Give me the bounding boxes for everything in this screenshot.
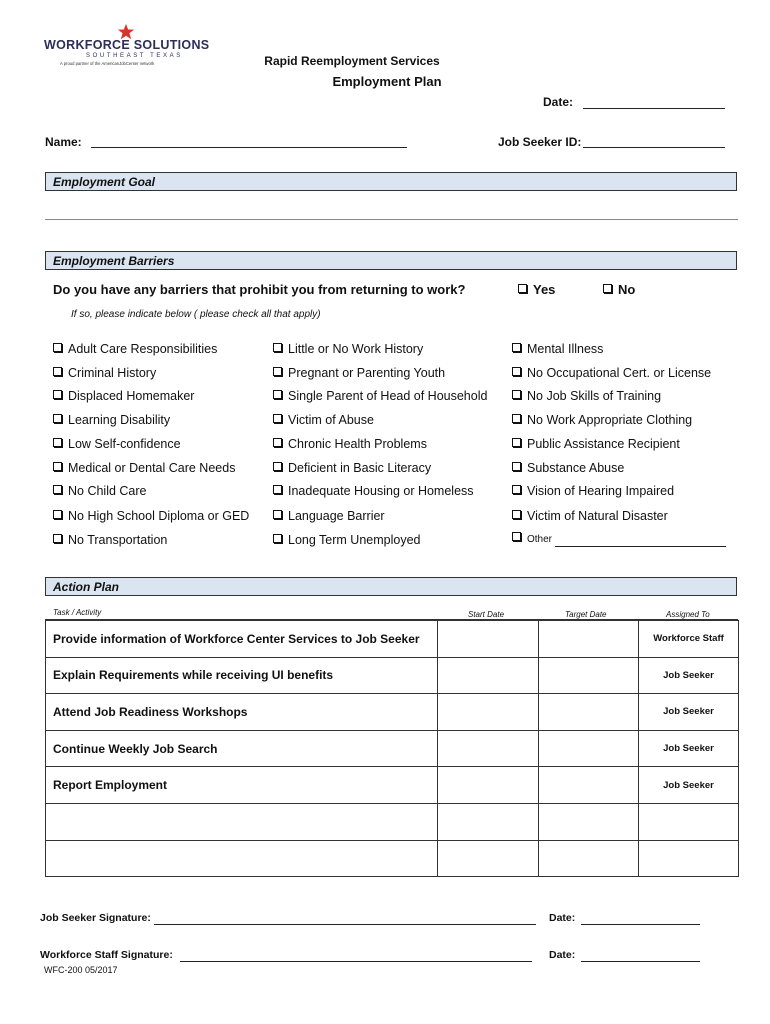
no-label: No: [618, 282, 636, 297]
task-cell: Continue Weekly Job Search: [46, 730, 438, 767]
table-row: [46, 694, 739, 731]
no-box-icon: [603, 284, 612, 293]
employment-goal-title: Employment Goal: [53, 175, 156, 189]
barrier-label: Inadequate Housing or Homeless: [288, 484, 474, 498]
barrier-label: Learning Disability: [68, 413, 171, 427]
action-plan-title: Action Plan: [53, 580, 120, 594]
barrier-label: No Work Appropriate Clothing: [527, 413, 693, 427]
action-plan-header: [45, 577, 737, 596]
start-date-cell[interactable]: [438, 621, 539, 658]
start-date-cell[interactable]: [438, 803, 539, 840]
assigned-cell: Job Seeker: [639, 730, 739, 767]
barrier-checkbox[interactable]: [512, 366, 711, 380]
barrier-checkbox[interactable]: [273, 509, 385, 523]
barrier-checkbox[interactable]: [273, 437, 427, 451]
target-date-cell[interactable]: [539, 840, 639, 877]
barrier-checkbox[interactable]: [512, 484, 674, 498]
target-date-cell[interactable]: [539, 621, 639, 658]
barrier-checkbox[interactable]: [512, 413, 692, 427]
logo-name: WORKFORCE SOLUTIONS: [44, 38, 210, 52]
checkbox-icon: [512, 532, 521, 541]
checkbox-icon: [53, 534, 62, 543]
barrier-checkbox[interactable]: [53, 342, 217, 356]
barrier-checkbox[interactable]: [273, 413, 374, 427]
barrier-label: No Transportation: [68, 533, 168, 547]
checkbox-icon: [53, 367, 62, 376]
start-date-cell[interactable]: [438, 694, 539, 731]
barrier-checkbox[interactable]: [512, 437, 680, 451]
barrier-checkbox[interactable]: [53, 461, 235, 475]
name-label: Name:: [45, 135, 82, 149]
task-cell: Report Employment: [46, 767, 438, 804]
jobseeker-id-field[interactable]: [583, 147, 725, 148]
staff-signature-field[interactable]: [180, 961, 532, 962]
barrier-checkbox[interactable]: [273, 389, 487, 403]
employment-goal-header: [45, 172, 737, 191]
jobseeker-id-label: Job Seeker ID:: [498, 135, 582, 149]
checkbox-icon: [512, 367, 521, 376]
barrier-checkbox[interactable]: [273, 484, 474, 498]
checkbox-icon: [273, 462, 282, 471]
no-checkbox[interactable]: [603, 282, 635, 297]
checkbox-icon: [53, 390, 62, 399]
checkbox-icon: [273, 485, 282, 494]
assigned-cell: Job Seeker: [639, 657, 739, 694]
barrier-label: No Job Skills of Training: [527, 389, 662, 403]
start-date-cell[interactable]: [438, 730, 539, 767]
barrier-label: Little or No Work History: [288, 342, 424, 356]
start-date-column-header: Start Date: [468, 610, 505, 619]
task-cell: Provide information of Workforce Center Services to Job Seeker: [46, 621, 438, 658]
barrier-label: Chronic Health Problems: [288, 437, 427, 451]
checkbox-icon: [512, 390, 521, 399]
staff-date-field[interactable]: [581, 961, 700, 962]
target-date-cell[interactable]: [539, 803, 639, 840]
checkbox-icon: [53, 414, 62, 423]
barrier-label: Adult Care Responsibilities: [68, 342, 218, 356]
barrier-checkbox[interactable]: [53, 533, 167, 547]
checkbox-icon: [512, 462, 521, 471]
barrier-label: No Occupational Cert. or License: [527, 366, 712, 380]
barrier-label: Victim of Natural Disaster: [527, 509, 668, 523]
barrier-checkbox[interactable]: [53, 413, 170, 427]
table-row: [46, 840, 739, 877]
checkbox-icon: [273, 438, 282, 447]
checkbox-icon: [53, 343, 62, 352]
barrier-label: Criminal History: [68, 366, 157, 380]
barrier-checkbox[interactable]: [53, 389, 194, 403]
task-cell[interactable]: [46, 803, 438, 840]
checkbox-icon: [273, 367, 282, 376]
table-row: [46, 657, 739, 694]
table-row: [46, 767, 739, 804]
barrier-checkbox[interactable]: [53, 484, 147, 498]
barrier-checkbox[interactable]: [53, 437, 181, 451]
checkbox-icon: [273, 343, 282, 352]
barrier-label: Low Self-confidence: [68, 437, 181, 451]
start-date-cell[interactable]: [438, 840, 539, 877]
checkbox-icon: [53, 462, 62, 471]
barriers-question: Do you have any barriers that prohibit you from returning to work?: [53, 282, 466, 297]
checkbox-icon: [53, 510, 62, 519]
start-date-cell[interactable]: [438, 767, 539, 804]
barrier-label: No High School Diploma or GED: [68, 509, 250, 523]
checkbox-icon: [273, 414, 282, 423]
employment-barriers-title: Employment Barriers: [53, 254, 175, 268]
barrier-checkbox[interactable]: [53, 509, 249, 523]
form-subtitle: Employment Plan: [332, 74, 442, 89]
checkbox-icon: [53, 485, 62, 494]
barrier-checkbox-other[interactable]: [512, 533, 552, 545]
other-field[interactable]: [555, 546, 726, 547]
target-date-cell[interactable]: [539, 730, 639, 767]
checkbox-icon: [273, 510, 282, 519]
barriers-instruction: If so, please indicate below ( please check all that apply): [71, 309, 321, 320]
assigned-cell: Job Seeker: [639, 694, 739, 731]
checkbox-icon: [273, 534, 282, 543]
name-field[interactable]: [91, 147, 407, 148]
task-cell: Attend Job Readiness Workshops: [46, 694, 438, 731]
employment-goal-field[interactable]: [45, 219, 738, 220]
target-date-cell[interactable]: [539, 694, 639, 731]
yes-box-icon: [518, 284, 527, 293]
logo-tagline: A proud partner of the AmericanJobCenter network: [60, 61, 155, 66]
target-date-cell[interactable]: [539, 657, 639, 694]
staff-signature-label: Workforce Staff Signature:: [40, 949, 173, 961]
assigned-cell[interactable]: [639, 803, 739, 840]
assigned-cell: Job Seeker: [639, 767, 739, 804]
barrier-label: Substance Abuse: [527, 461, 625, 475]
barrier-label: Victim of Abuse: [288, 413, 374, 427]
other-label: Other: [527, 534, 553, 545]
barrier-checkbox[interactable]: [273, 342, 423, 356]
barrier-checkbox[interactable]: [273, 366, 445, 380]
barrier-checkbox[interactable]: [53, 366, 156, 380]
checkbox-icon: [512, 414, 521, 423]
barrier-checkbox[interactable]: [512, 389, 661, 403]
task-cell: Explain Requirements while receiving UI benefits: [46, 657, 438, 694]
barrier-checkbox[interactable]: [273, 533, 420, 547]
barrier-checkbox[interactable]: [273, 461, 431, 475]
checkbox-icon: [273, 390, 282, 399]
task-cell[interactable]: [46, 840, 438, 877]
yes-checkbox[interactable]: [518, 282, 555, 297]
barrier-checkbox[interactable]: [512, 461, 624, 475]
form-title: Rapid Reemployment Services: [264, 54, 440, 68]
checkbox-icon: [53, 438, 62, 447]
date-field[interactable]: [583, 108, 725, 109]
jobseeker-date-field[interactable]: [581, 924, 700, 925]
barrier-label: No Child Care: [68, 484, 147, 498]
task-column-header: Task / Activity: [53, 608, 102, 617]
barrier-label: Language Barrier: [288, 509, 385, 523]
staff-date-label: Date:: [549, 949, 576, 961]
target-date-column-header: Target Date: [565, 610, 607, 619]
action-plan-table: [45, 620, 739, 877]
form-code: WFC-200 05/2017: [44, 965, 118, 975]
barrier-checkbox[interactable]: [512, 509, 668, 523]
checkbox-icon: [512, 485, 521, 494]
barrier-label: Single Parent of Head of Household: [288, 389, 488, 403]
barrier-checkbox[interactable]: [512, 342, 603, 356]
barrier-label: Displaced Homemaker: [68, 389, 195, 403]
barrier-label: Pregnant or Parenting Youth: [288, 366, 446, 380]
assigned-to-column-header: Assigned To: [666, 610, 710, 619]
checkbox-icon: [512, 438, 521, 447]
barrier-label: Medical or Dental Care Needs: [68, 461, 236, 475]
table-row: [46, 621, 739, 658]
table-row: [46, 730, 739, 767]
barrier-label: Deficient in Basic Literacy: [288, 461, 432, 475]
employment-barriers-header: [45, 251, 737, 270]
checkbox-icon: [512, 343, 521, 352]
jobseeker-signature-field[interactable]: [154, 924, 536, 925]
assigned-cell: Workforce Staff: [639, 621, 739, 658]
target-date-cell[interactable]: [539, 767, 639, 804]
jobseeker-date-label: Date:: [549, 912, 576, 924]
barrier-label: Vision of Hearing Impaired: [527, 484, 675, 498]
barrier-label: Public Assistance Recipient: [527, 437, 680, 451]
table-row: [46, 803, 739, 840]
start-date-cell[interactable]: [438, 657, 539, 694]
checkbox-icon: [512, 510, 521, 519]
logo-region: SOUTHEAST TEXAS: [86, 53, 183, 59]
assigned-cell[interactable]: [639, 840, 739, 877]
yes-label: Yes: [533, 282, 556, 297]
date-label: Date:: [543, 95, 574, 109]
barrier-label: Mental Illness: [527, 342, 604, 356]
jobseeker-signature-label: Job Seeker Signature:: [40, 912, 151, 924]
barrier-label: Long Term Unemployed: [288, 533, 421, 547]
